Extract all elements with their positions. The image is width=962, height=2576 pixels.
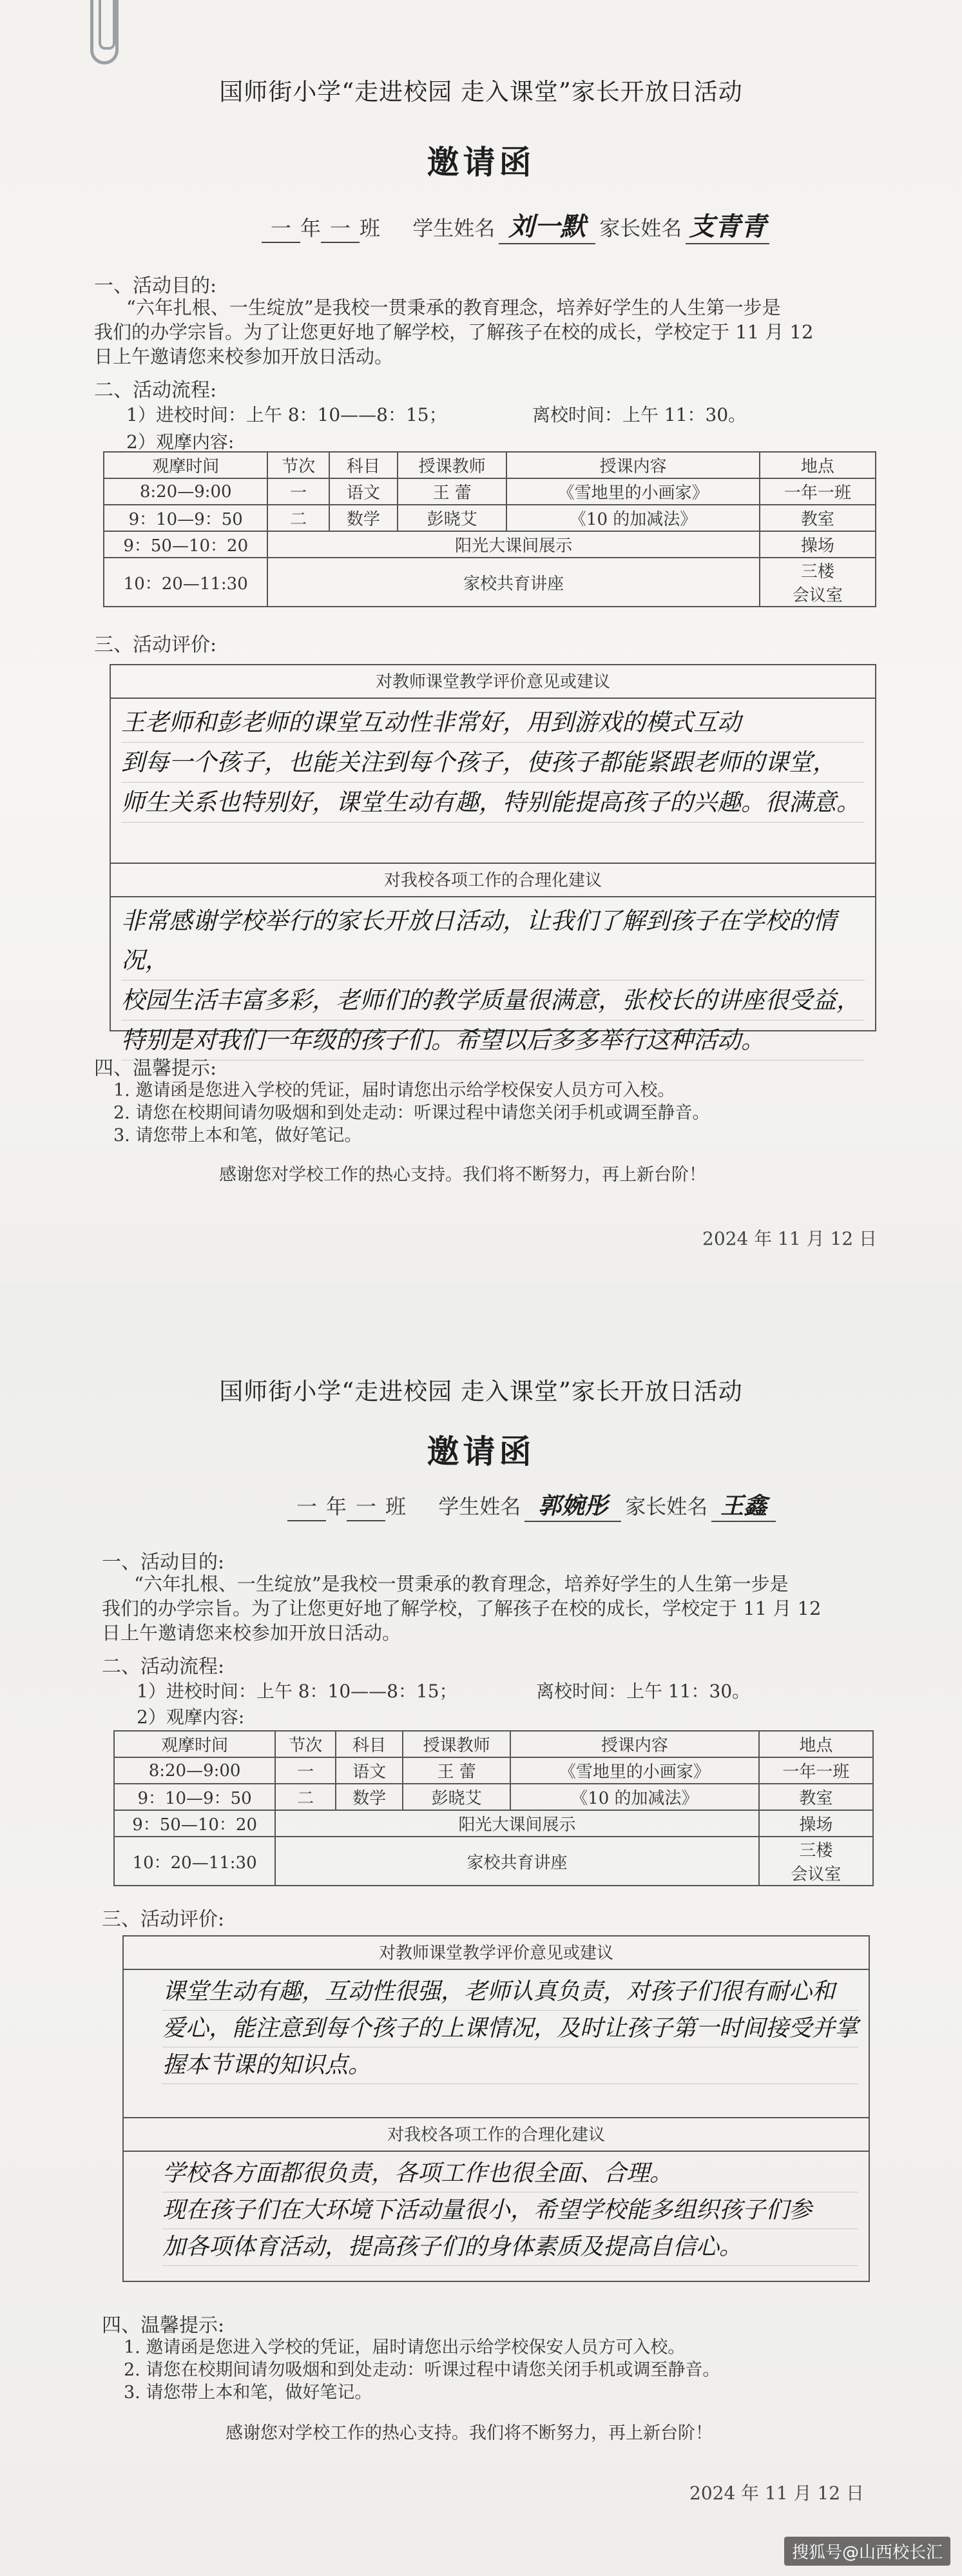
header-cell: 观摩时间 [104, 452, 267, 478]
parent-name-label: 家长姓名 [625, 1494, 708, 1519]
table-row [104, 478, 876, 505]
table-cell: 9：10—9：50 [114, 1784, 275, 1810]
doc-title: 邀请函 [427, 1432, 535, 1470]
header-cell: 节次 [275, 1731, 336, 1757]
school-suggestion-handwriting [124, 2152, 869, 2270]
handwriting-line: 校园生活丰富多彩，老师们的教学质量很满意，张校长的讲座很受益， [121, 981, 865, 1020]
student-name-handwritten: 郭婉彤 [524, 1488, 621, 1522]
teacher-eval-header: 对教师课堂教学评价意见或建议 [124, 1937, 869, 1970]
table-cell: 彭晓艾 [403, 1784, 510, 1810]
teacher-eval-handwriting [124, 1970, 869, 2118]
tip-item: 1. 邀请函是您进入学校的凭证，届时请您出示给学校保安人员方可入校。 [124, 2337, 686, 2357]
teacher-eval-handwriting [111, 699, 875, 864]
arrival-time: 1）进校时间：上午 8：10——8：15； [126, 404, 447, 425]
parent-name-handwritten: 支青青 [686, 206, 769, 244]
date-text: 2024 年 11 月 12 日 [689, 2483, 865, 2504]
school-suggestion-header: 对我校各项工作的合理化建议 [111, 864, 875, 897]
table-cell: 二 [275, 1784, 336, 1810]
table-cell: 《雪地里的小画家》 [506, 478, 759, 505]
source-watermark: 搜狐号@山西校长汇 [784, 2537, 950, 2566]
table-cell: 《雪地里的小画家》 [510, 1757, 759, 1784]
doc-title: 邀请函 [427, 143, 535, 181]
tip-item: 1. 邀请函是您进入学校的凭证，届时请您出示给学校保安人员方可入校。 [113, 1080, 675, 1100]
handwriting-line: 课堂生动有趣，互动性很强，老师认真负责，对孩子们很有耐心和 [162, 1974, 858, 2011]
table-cell: 教室 [759, 1784, 873, 1810]
table-row [114, 1757, 873, 1784]
handwriting-line: 加各项体育活动，提高孩子们的身体素质及提高自信心。 [162, 2229, 858, 2266]
header-cell: 地点 [759, 1731, 873, 1757]
location-line: 会议室 [792, 586, 843, 605]
section-eval-heading: 三、活动评价: [102, 1908, 225, 1931]
table-cell: 10：20—11:30 [104, 558, 267, 607]
thanks-text: 感谢您对学校工作的热心支持。我们将不断努力，再上新台阶！ [226, 2423, 713, 2443]
ban-label: 班 [385, 1494, 407, 1519]
evaluation-box [122, 1935, 870, 2282]
table-cell: 二 [267, 505, 329, 531]
table-cell [759, 1837, 873, 1886]
location-line: 会议室 [791, 1865, 842, 1884]
header-cell: 节次 [267, 452, 329, 478]
table-row [104, 531, 876, 558]
handwriting-line: 爱心，能注意到每个孩子的上课情况，及时让孩子第一时间接受并掌 [162, 2011, 858, 2047]
table-cell: 王 蕾 [403, 1757, 510, 1784]
header-cell: 授课内容 [506, 452, 759, 478]
invitation-sheet-2 [0, 1283, 962, 2576]
table-cell: 数学 [336, 1784, 403, 1810]
student-name-label: 学生姓名 [438, 1494, 521, 1519]
section-tips-heading: 四、温馨提示: [102, 2314, 225, 2337]
leave-time: 离校时间：上午 11：30。 [532, 404, 747, 425]
handwriting-line: 握本节课的知识点。 [162, 2047, 858, 2084]
table-cell: 《10 的加减法》 [506, 505, 759, 531]
leave-time: 离校时间：上午 11：30。 [536, 1681, 751, 1702]
header-cell: 观摩时间 [114, 1731, 275, 1757]
table-row [114, 1837, 873, 1886]
evaluation-box [110, 664, 876, 1054]
table-cell: 彭晓艾 [398, 505, 507, 531]
handwriting-line: 师生关系也特别好，课堂生动有趣，特别能提高孩子的兴趣。很满意。 [121, 783, 865, 823]
table-cell: 一年一班 [760, 478, 876, 505]
section-tips-heading: 四、温馨提示: [94, 1057, 217, 1080]
table-cell: 阳光大课间展示 [267, 531, 759, 558]
thanks-text: 感谢您对学校工作的热心支持。我们将不断努力，再上新台阶！ [219, 1165, 706, 1185]
class-number-value: 一 [321, 212, 360, 243]
section-purpose-heading: 一、活动目的: [94, 275, 217, 297]
ban-label: 班 [360, 216, 381, 240]
schedule-table [113, 1730, 874, 1886]
purpose-line-1: “六年扎根、一生绽放”是我校一贯秉承的教育理念，培养好学生的人生第一步是 [134, 1573, 789, 1595]
header-cell: 授课教师 [403, 1731, 510, 1757]
purpose-text [94, 295, 867, 369]
purpose-text [102, 1572, 875, 1645]
location-line: 三楼 [800, 562, 834, 581]
purpose-line-3: 日上午邀请您来校参加开放日活动。 [94, 346, 394, 367]
class-number-value: 一 [347, 1490, 385, 1521]
arrival-time: 1）进校时间：上午 8：10——8：15； [137, 1681, 457, 1702]
handwriting-line: 学校各方面都很负责，各项工作也很全面、合理。 [162, 2156, 858, 2192]
date-text: 2024 年 11 月 12 日 [702, 1228, 878, 1249]
table-cell: 语文 [336, 1757, 403, 1784]
tip-item: 2. 请您在校期间请勿吸烟和到处走动：听课过程中请您关闭手机或调至静音。 [124, 2360, 720, 2380]
student-name-label: 学生姓名 [412, 216, 495, 240]
tip-item: 2. 请您在校期间请勿吸烟和到处走动：听课过程中请您关闭手机或调至静音。 [113, 1103, 710, 1123]
school-suggestion-header: 对我校各项工作的合理化建议 [124, 2118, 869, 2152]
grade-value: 一 [287, 1490, 326, 1521]
table-cell: 一 [275, 1757, 336, 1784]
table-row [114, 1784, 873, 1810]
header-cell: 地点 [760, 452, 876, 478]
section-flow-heading: 二、活动流程: [102, 1655, 225, 1678]
parent-name-label: 家长姓名 [599, 216, 682, 240]
table-cell: 9：10—9：50 [104, 505, 267, 531]
visit-content-label: 2）观摩内容: [137, 1706, 245, 1728]
visit-content-label: 2）观摩内容: [126, 431, 235, 453]
table-row [104, 505, 876, 531]
table-cell: 数学 [329, 505, 398, 531]
class-line [262, 206, 769, 244]
nian-label: 年 [326, 1494, 347, 1519]
table-cell: 10：20—11:30 [114, 1837, 275, 1886]
handwriting-line: 非常感谢学校举行的家长开放日活动，让我们了解到孩子在学校的情况， [121, 901, 865, 981]
section-flow-heading: 二、活动流程: [94, 379, 217, 402]
header-cell: 科目 [336, 1731, 403, 1757]
purpose-line-1: “六年扎根、一生绽放”是我校一贯秉承的教育理念，培养好学生的人生第一步是 [126, 297, 781, 318]
table-cell: 家校共育讲座 [267, 558, 759, 607]
location-line: 三楼 [799, 1841, 833, 1860]
tips-list [124, 2336, 720, 2404]
tips-list [113, 1079, 709, 1147]
table-cell: 语文 [329, 478, 398, 505]
table-cell: 操场 [760, 531, 876, 558]
handwriting-line: 王老师和彭老师的课堂互动性非常好，用到游戏的模式互动 [121, 703, 865, 743]
table-row [114, 1810, 873, 1837]
table-cell: 一 [267, 478, 329, 505]
org-title: 国师街小学“走进校园 走入课堂”家长开放日活动 [219, 78, 743, 106]
table-cell: 操场 [759, 1810, 873, 1837]
table-cell [760, 558, 876, 607]
table-cell: 8:20—9:00 [104, 478, 267, 505]
table-cell: 8:20—9:00 [114, 1757, 275, 1784]
table-header-row [104, 452, 876, 478]
class-line [287, 1488, 776, 1522]
invitation-sheet-1 [0, 0, 962, 1283]
header-cell: 授课内容 [510, 1731, 759, 1757]
table-cell: 王 蕾 [398, 478, 507, 505]
table-cell: 9：50—10：20 [104, 531, 267, 558]
purpose-line-3: 日上午邀请您来校参加开放日活动。 [102, 1622, 401, 1644]
header-cell: 授课教师 [398, 452, 507, 478]
section-eval-heading: 三、活动评价: [94, 634, 217, 656]
grade-value: 一 [262, 212, 300, 243]
tip-item: 3. 请您带上本和笔，做好笔记。 [113, 1126, 362, 1146]
table-cell: 一年一班 [759, 1757, 873, 1784]
tip-item: 3. 请您带上本和笔，做好笔记。 [124, 2383, 372, 2403]
table-cell: 家校共育讲座 [275, 1837, 759, 1886]
table-cell: 《10 的加减法》 [510, 1784, 759, 1810]
section-purpose-heading: 一、活动目的: [102, 1551, 225, 1574]
table-cell: 教室 [760, 505, 876, 531]
table-cell: 阳光大课间展示 [275, 1810, 759, 1837]
teacher-eval-header: 对教师课堂教学评价意见或建议 [111, 665, 875, 699]
schedule-table [103, 451, 876, 607]
nian-label: 年 [300, 216, 322, 240]
org-title: 国师街小学“走进校园 走入课堂”家长开放日活动 [219, 1378, 743, 1405]
table-cell: 9：50—10：20 [114, 1810, 275, 1837]
purpose-line-2: 我们的办学宗旨。为了让您更好地了解学校，了解孩子在校的成长，学校定于 11 月 12 [94, 321, 814, 343]
handwriting-line: 到每一个孩子，也能关注到每个孩子，使孩子都能紧跟老师的课堂， [121, 743, 865, 783]
table-header-row [114, 1731, 873, 1757]
parent-name-handwritten: 王鑫 [711, 1488, 776, 1522]
purpose-line-2: 我们的办学宗旨。为了让您更好地了解学校，了解孩子在校的成长，学校定于 11 月 12 [102, 1597, 822, 1619]
table-row [104, 558, 876, 607]
handwriting-line: 特别是对我们一年级的孩子们。希望以后多多举行这种活动。 [121, 1020, 865, 1060]
header-cell: 科目 [329, 452, 398, 478]
student-name-handwritten: 刘一默 [499, 206, 595, 244]
handwriting-line: 现在孩子们在大环境下活动量很小，希望学校能多组织孩子们参 [162, 2192, 858, 2229]
school-suggestion-handwriting [111, 897, 875, 1064]
